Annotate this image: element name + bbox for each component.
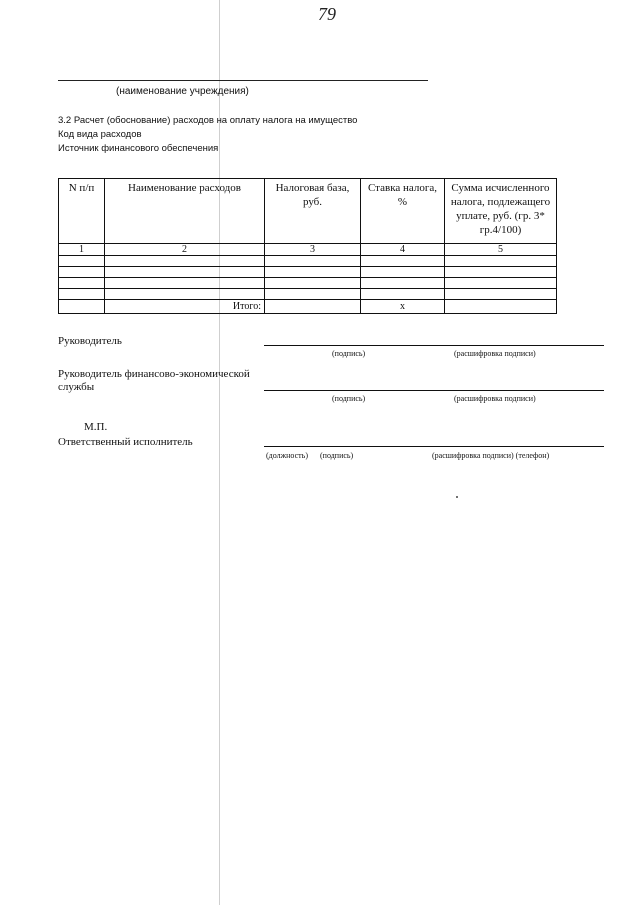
header-expense-name: Наименование расходов bbox=[105, 179, 265, 244]
column-number-row bbox=[59, 244, 557, 256]
table-header-row bbox=[59, 179, 557, 244]
table-cell bbox=[361, 289, 445, 300]
institution-name-line bbox=[58, 80, 428, 81]
table-cell bbox=[59, 267, 105, 278]
section-title: 3.2 Расчет (обоснование) расходов на оплату налога на имущество bbox=[58, 115, 358, 126]
table-cell bbox=[59, 300, 105, 314]
column-number: 1 bbox=[59, 244, 105, 256]
total-row bbox=[59, 300, 557, 314]
table-cell bbox=[265, 256, 361, 267]
responsible-label: Ответственный исполнитель bbox=[58, 436, 193, 448]
finance-head-label: Руководитель финансово-экономической службы bbox=[58, 368, 250, 393]
table-cell bbox=[265, 289, 361, 300]
table-cell bbox=[265, 278, 361, 289]
table-cell bbox=[265, 300, 361, 314]
page-number: 79 bbox=[318, 4, 336, 24]
funding-source-label: Источник финансового обеспечения bbox=[58, 143, 219, 154]
head-signature-line bbox=[264, 345, 604, 346]
head-label: Руководитель bbox=[58, 335, 122, 347]
table-row bbox=[59, 289, 557, 300]
head-signature-caption: (подпись) bbox=[332, 349, 366, 358]
total-rate: x bbox=[361, 300, 445, 314]
table-cell bbox=[59, 256, 105, 267]
header-tax-rate: Ставка налога, % bbox=[361, 179, 445, 244]
table-cell bbox=[361, 278, 445, 289]
table-cell bbox=[59, 278, 105, 289]
finance-head-decode-caption: (расшифровка подписи) bbox=[454, 394, 536, 403]
finance-head-signature-caption: (подпись) bbox=[332, 394, 366, 403]
finance-head-signature-line bbox=[264, 390, 604, 391]
stamp-label: М.П. bbox=[84, 421, 108, 433]
table-cell bbox=[361, 267, 445, 278]
table-cell bbox=[361, 256, 445, 267]
head-decode-caption: (расшифровка подписи) bbox=[454, 349, 536, 358]
institution-caption: (наименование учреждения) bbox=[116, 86, 249, 97]
table-cell bbox=[445, 289, 557, 300]
table-row bbox=[59, 256, 557, 267]
table-row bbox=[59, 267, 557, 278]
table-cell bbox=[445, 256, 557, 267]
table-cell bbox=[445, 278, 557, 289]
tax-calculation-table bbox=[58, 178, 557, 314]
responsible-position-caption: (должность) bbox=[266, 451, 308, 460]
table-cell bbox=[105, 289, 265, 300]
responsible-decode-phone-caption: (расшифровка подписи) (телефон) bbox=[432, 451, 550, 460]
header-tax-base: Налоговая база, руб. bbox=[265, 179, 361, 244]
scan-speck bbox=[456, 496, 458, 498]
column-number: 2 bbox=[105, 244, 265, 256]
expense-code-label: Код вида расходов bbox=[58, 129, 142, 140]
column-number: 5 bbox=[445, 244, 557, 256]
page-fold-line bbox=[219, 0, 220, 905]
table-row bbox=[59, 278, 557, 289]
table-cell bbox=[105, 256, 265, 267]
table-cell bbox=[265, 267, 361, 278]
responsible-signature-caption: (подпись) bbox=[320, 451, 354, 460]
table-cell bbox=[105, 267, 265, 278]
table-cell bbox=[445, 267, 557, 278]
table-cell bbox=[105, 278, 265, 289]
header-number: N п/п bbox=[59, 179, 105, 244]
table-cell bbox=[445, 300, 557, 314]
responsible-signature-line bbox=[264, 446, 604, 447]
table-cell bbox=[59, 289, 105, 300]
column-number: 4 bbox=[361, 244, 445, 256]
total-label: Итого: bbox=[105, 300, 265, 314]
header-tax-amount: Сумма исчисленного налога, подлежащего уплате, руб. (гр. 3* гр.4/100) bbox=[445, 179, 557, 244]
column-number: 3 bbox=[265, 244, 361, 256]
